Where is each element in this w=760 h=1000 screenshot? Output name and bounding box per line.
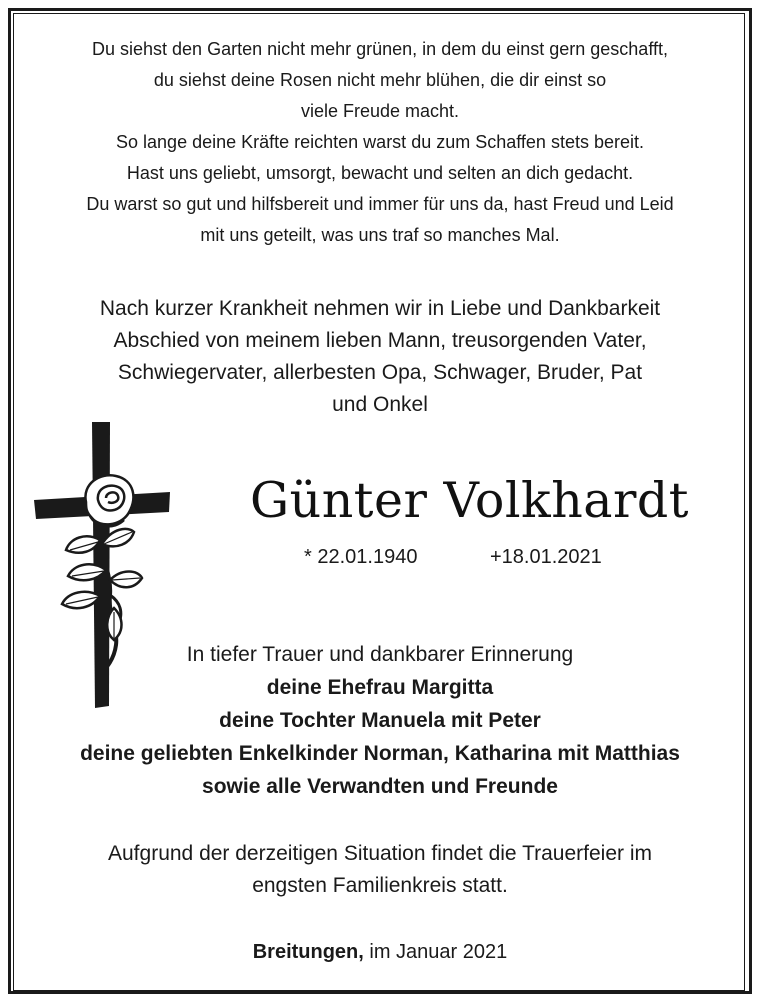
closing-line (0, 938, 760, 966)
poem-line: viele Freude macht. (300, 101, 460, 121)
poem-line: Du siehst den Garten nicht mehr grünen, in dem du einst gern geschafft, (92, 39, 668, 59)
poem-line: mit uns geteilt, was uns traf so manches Mal. (200, 225, 560, 245)
closing-place: Breitungen, (252, 941, 364, 963)
intro-line: und Onkel (332, 393, 428, 416)
notice-line: Aufgrund der derzeitigen Situation findet die Trauerfeier im (108, 842, 652, 865)
notice-line: engsten Familienkreis statt. (252, 874, 508, 897)
mourner-line: deine Tochter Manuela mit Peter (219, 709, 541, 732)
mourners-lead: In tiefer Trauer und dankbarer Erinnerung (186, 643, 574, 666)
poem-line: Hast uns geliebt, umsorgt, bewacht und selten an dich gedacht. (126, 163, 634, 183)
mourner-line: deine Ehefrau Margitta (266, 676, 494, 699)
intro-block (0, 293, 760, 421)
closing-date: im Januar 2021 (363, 941, 508, 963)
mourner-line: sowie alle Verwandten und Freunde (202, 775, 558, 798)
funeral-notice (0, 838, 760, 902)
death-date: +18.01.2021 (490, 546, 602, 568)
mourner-line: deine geliebten Enkelkinder Norman, Katharina mit Matthias (80, 742, 680, 765)
poem-block (0, 34, 760, 251)
deceased-name: Günter Volkhardt (250, 472, 689, 529)
mourners-block (0, 638, 760, 803)
poem-line: du siehst deine Rosen nicht mehr blühen, die dir einst so (153, 70, 607, 90)
intro-line: Abschied von meinem lieben Mann, treusorgenden Vater, (113, 329, 647, 352)
intro-line: Schwiegervater, allerbesten Opa, Schwager, Bruder, Pat (117, 361, 643, 384)
poem-line: Du warst so gut und hilfsbereit und immer für uns da, hast Freud und Leid (86, 194, 674, 214)
poem-line: So lange deine Kräfte reichten warst du zum Schaffen stets bereit. (116, 132, 644, 152)
birth-date: * 22.01.1940 (304, 546, 418, 568)
intro-line: Nach kurzer Krankheit nehmen wir in Liebe und Dankbarkeit (99, 297, 661, 320)
